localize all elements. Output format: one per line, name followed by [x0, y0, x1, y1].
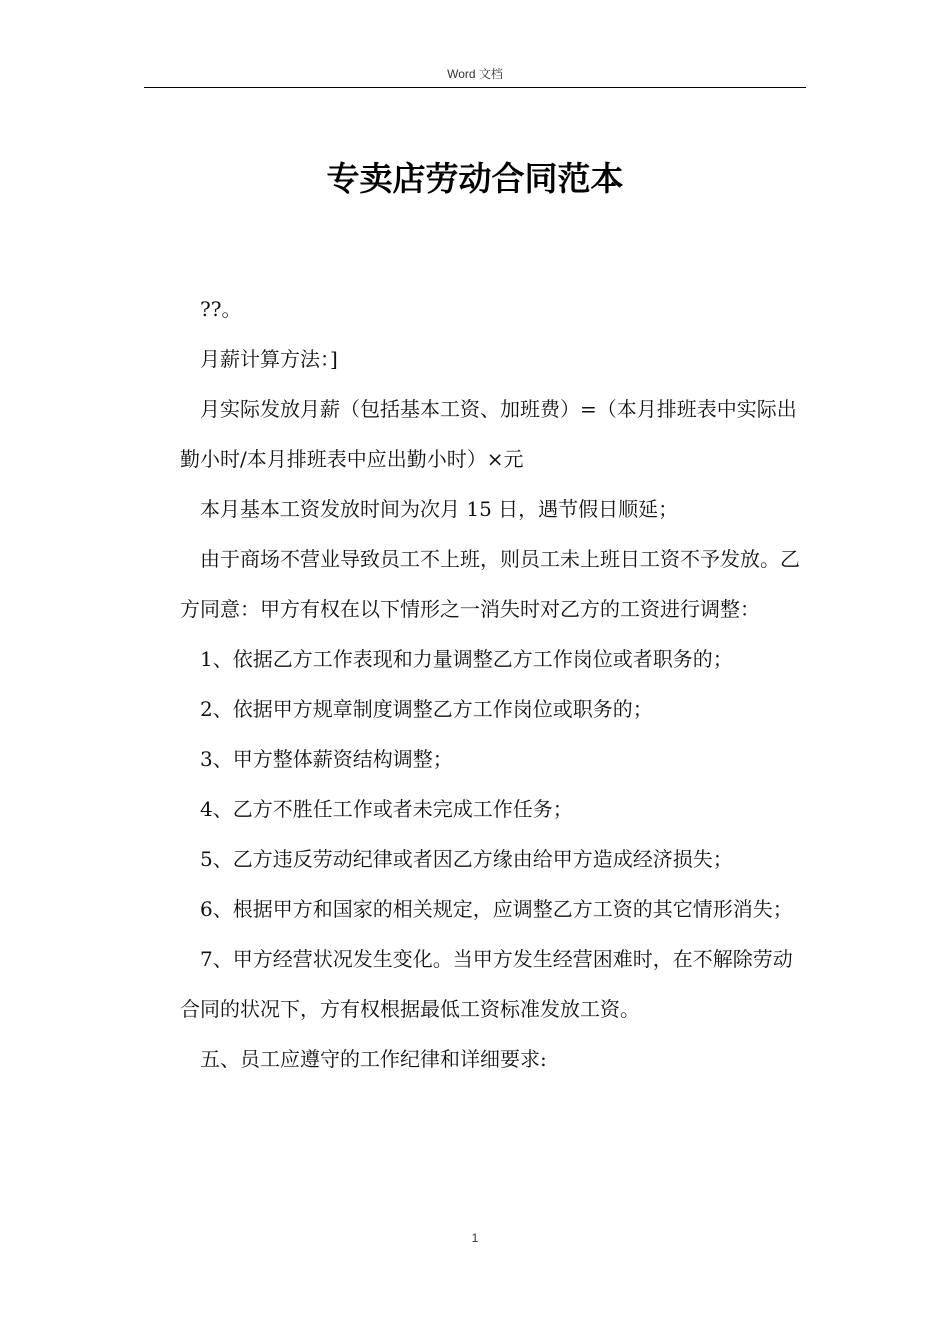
- page-number: 1: [471, 1231, 479, 1245]
- paragraph: 由于商场不营业导致员工不上班，则员工未上班日工资不予发放。乙方同意：甲方有权在以下情形之一消失时对乙方的工资进行调整：: [180, 547, 800, 621]
- section-heading: 五、员工应遵守的工作纪律和详细要求:: [200, 1047, 547, 1071]
- paragraph: 本月基本工资发放时间为次月 15 日，遇节假日顺延；: [200, 497, 679, 521]
- document-body: [180, 284, 805, 1084]
- page-header: Word 文档: [447, 67, 503, 81]
- header-divider: [144, 87, 806, 88]
- list-item: 6、根据甲方和国家的相关规定，应调整乙方工资的其它情形消失；: [200, 897, 793, 921]
- document-title: 专卖店劳动合同范本: [326, 159, 624, 198]
- list-item: 4、乙方不胜任工作或者未完成工作任务；: [200, 797, 573, 821]
- list-item: 2、依据甲方规章制度调整乙方工作岗位或职务的；: [200, 697, 653, 721]
- list-item: 3、甲方整体薪资结构调整；: [200, 747, 453, 771]
- paragraph: ??。: [200, 297, 242, 321]
- list-item: 1、依据乙方工作表现和力量调整乙方工作岗位或者职务的；: [200, 647, 733, 671]
- list-item: 7、甲方经营状况发生变化。当甲方发生经营困难时，在不解除劳动合同的状况下，方有权根据最低工资标准发放工资。: [180, 947, 793, 1021]
- paragraph: 月薪计算方法：]: [200, 347, 338, 371]
- list-item: 5、乙方违反劳动纪律或者因乙方缘由给甲方造成经济损失；: [200, 847, 733, 871]
- paragraph: 月实际发放月薪（包括基本工资、加班费）=（本月排班表中实际出勤小时/本月排班表中应出勤小时）×元: [180, 397, 797, 471]
